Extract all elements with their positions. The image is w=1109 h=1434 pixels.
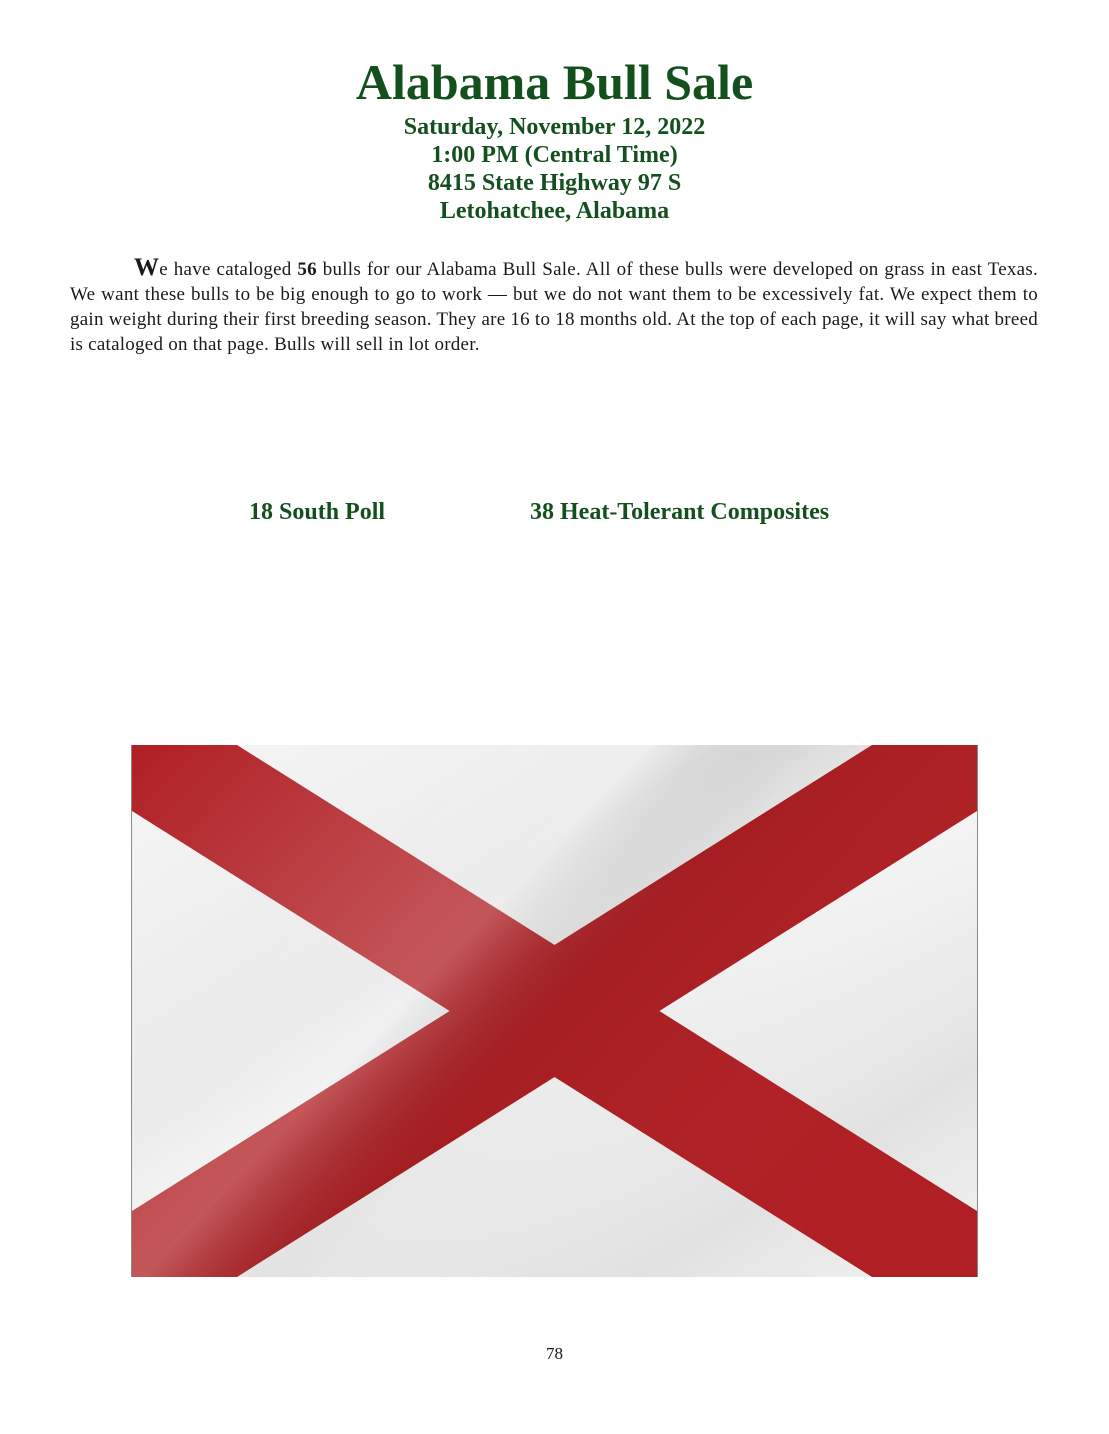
intro-paragraph [70, 255, 1038, 357]
intro-dropcap: W [134, 254, 160, 281]
event-details [0, 113, 1109, 225]
bull-count: 56 [297, 259, 317, 280]
event-time: 1:00 PM (Central Time) [431, 142, 678, 168]
alabama-flag-icon [131, 745, 978, 1277]
breed-south-poll: 18 South Poll [249, 499, 386, 525]
event-city: Letohatchee, Alabama [439, 198, 670, 224]
breed-heat-tolerant-composites: 38 Heat-Tolerant Composites [530, 499, 830, 525]
flag-sheen [132, 745, 977, 1277]
intro-text-start: e have cataloged [159, 259, 298, 280]
event-address: 8415 State Highway 97 S [427, 170, 682, 196]
page-title: Alabama Bull Sale [355, 54, 754, 110]
page-number: 78 [546, 1344, 563, 1363]
intro-text-rest: bulls for our Alabama Bull Sale. All of these bulls were developed on grass in east Texas. We want these bulls to be big enough to go to work — but we do not want them to be excessively fat. We expect them to gain weight during their first breeding season. They are 16 to 18 months old. At the top of each page, it will say what breed is cataloged on that page. Bulls will sell in lot order. [70, 259, 1039, 355]
event-date: Saturday, November 12, 2022 [403, 114, 706, 140]
breed-summary [0, 496, 1109, 528]
